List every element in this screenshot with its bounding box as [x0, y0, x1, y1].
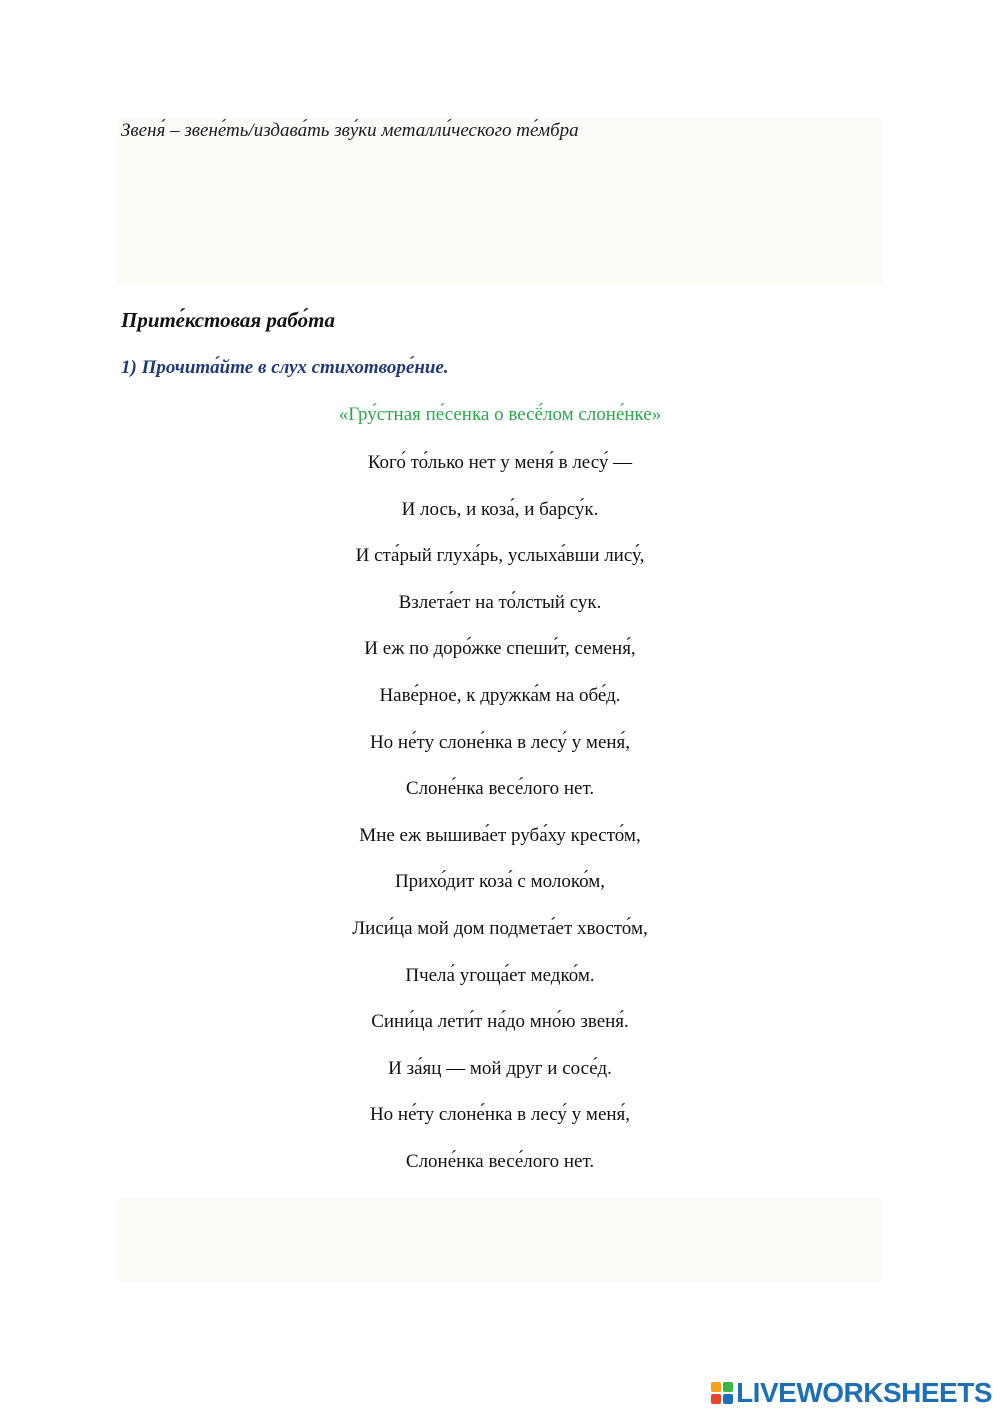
brand-wordmark: LIVEWORKSHEETS [736, 1377, 992, 1408]
poem-body [0, 451, 1000, 1197]
section-title: Прите́кстовая рабо́та [121, 308, 335, 332]
logo-square-icon [711, 1394, 721, 1404]
poem-line: И ста́рый глуха́рь, услыха́вши лису́, [355, 545, 645, 567]
poem-line: Слоне́нка весе́лого нет. [405, 1150, 595, 1172]
footer-background [118, 1198, 882, 1282]
poem-line: И еж по доро́жке спеши́т, семеня́, [364, 638, 636, 660]
poem-line: Пчела́ угоща́ет медко́м. [405, 964, 595, 986]
poem-title: «Гру́стная пе́сенка о весё́лом слоне́нке» [338, 404, 662, 425]
poem-line: Взлета́ет на то́лстый сук. [398, 591, 602, 613]
liveworksheets-brand-link[interactable] [711, 1379, 992, 1407]
poem-line: Наве́рное, к дружка́м на обе́д. [379, 684, 621, 706]
logo-square-icon [723, 1394, 733, 1404]
logo-square-icon [723, 1382, 733, 1392]
poem-line: Сини́ца лети́т на́до мно́ю звеня́. [371, 1011, 629, 1033]
poem-line: Слоне́нка весе́лого нет. [405, 778, 595, 800]
task-instruction: 1) Прочита́йте в слух стихотворе́ние. [121, 357, 449, 378]
poem-line: Но не́ту слоне́нка в лесу́ у меня́, [369, 1104, 631, 1126]
poem-line: Но не́ту слоне́нка в лесу́ у меня́, [369, 731, 631, 753]
word-definition: Звеня́ – звене́ть/издава́ть зву́ки металли́ческого те́мбра [121, 120, 579, 141]
definition-background [118, 118, 882, 284]
poem-line: Кого́ то́лько нет у меня́ в лесу́ — [367, 452, 633, 473]
logo-square-icon [711, 1382, 721, 1392]
liveworksheets-logo-icon [711, 1382, 733, 1404]
poem-line: И за́яц — мой друг и сосе́д. [388, 1057, 612, 1079]
poem-line: Мне еж вышива́ет руба́ху кресто́м, [359, 824, 641, 846]
poem-line: Прихо́дит коза́ с молоко́м, [394, 871, 606, 893]
poem-line: Лиси́ца мой дом подмета́ет хвосто́м, [352, 917, 648, 939]
poem-line: И лось, и коза́, и барсу́к. [401, 498, 599, 520]
